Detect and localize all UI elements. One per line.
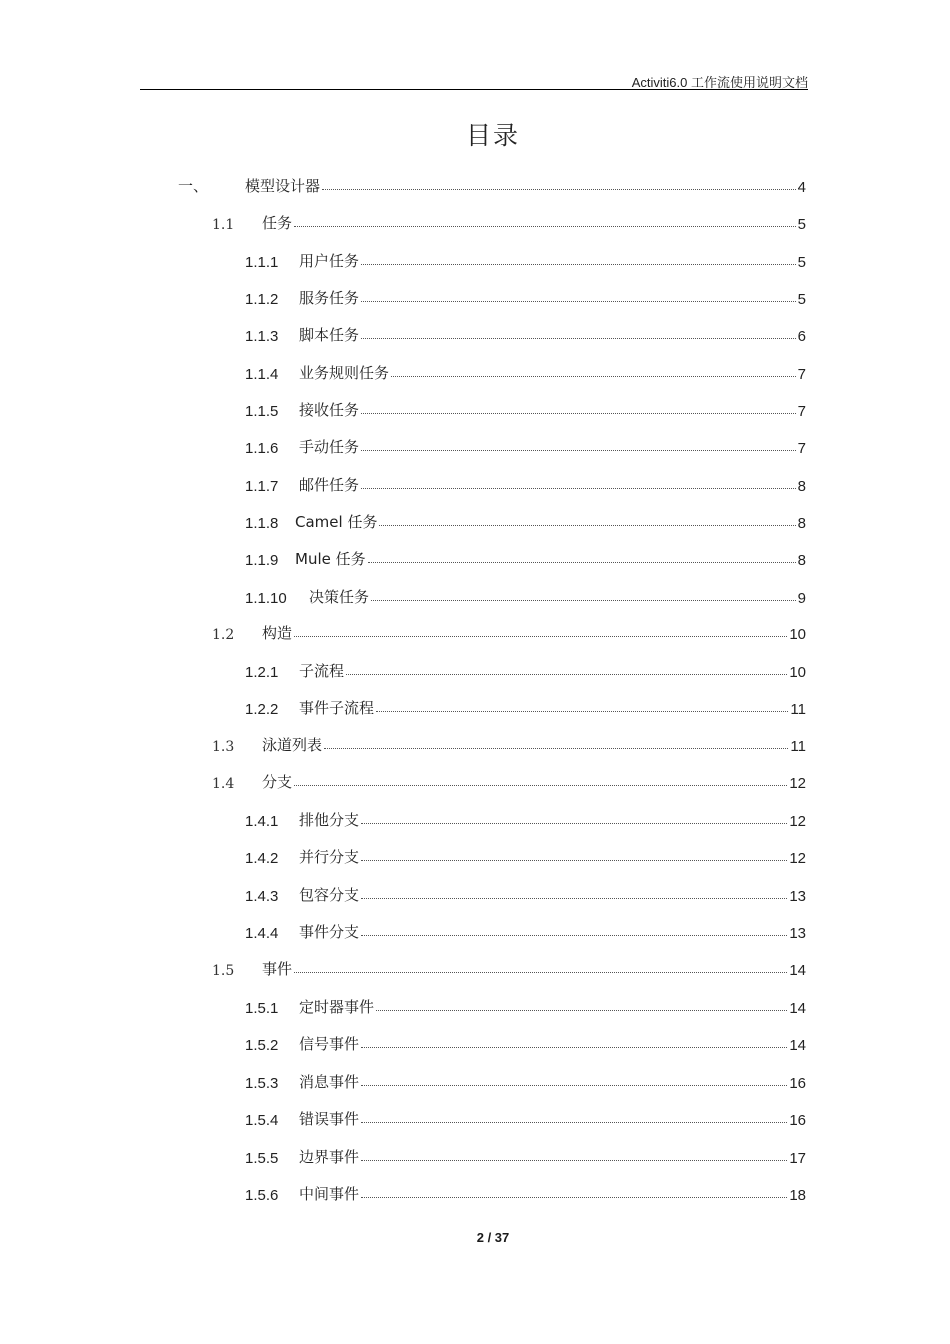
- toc-entry-label: 排他分支: [299, 811, 360, 829]
- toc-entry-number: 1.3: [212, 739, 235, 755]
- toc-entry-number: 1.1.8: [245, 515, 279, 532]
- toc-entry[interactable]: [245, 843, 806, 867]
- toc-entry[interactable]: [245, 694, 806, 718]
- document-title: Activiti6.0 工作流使用说明文档: [631, 75, 808, 90]
- toc-entry-page: 11: [790, 701, 806, 718]
- dot-leader: [361, 1047, 787, 1048]
- dot-leader: [361, 488, 796, 489]
- dot-leader: [361, 823, 787, 824]
- toc-entry[interactable]: [212, 209, 806, 233]
- dot-leader: [361, 450, 796, 451]
- toc-entry[interactable]: [212, 619, 806, 643]
- toc-entry-page: 7: [797, 403, 806, 420]
- toc-entry-page: 13: [789, 888, 806, 905]
- dot-leader: [322, 189, 796, 190]
- toc-entry[interactable]: [245, 321, 806, 345]
- dot-leader: [294, 972, 787, 973]
- toc-entry-page: 11: [790, 738, 806, 755]
- toc-entry[interactable]: [245, 1180, 806, 1204]
- toc-entry-number: 1.5.5: [245, 1150, 279, 1167]
- toc-entry-label: 手动任务: [299, 438, 360, 456]
- toc-entry-page: 10: [789, 664, 806, 681]
- toc-entry-label: 定时器事件: [299, 998, 375, 1016]
- toc-entry-label: 消息事件: [299, 1073, 360, 1091]
- toc-entry-number: 1.2.1: [245, 664, 279, 681]
- toc-entry[interactable]: [245, 993, 806, 1017]
- toc-entry-number: 1.1.7: [245, 478, 279, 495]
- toc-entry-page: 17: [789, 1150, 806, 1167]
- toc-entry-number: 1.5.3: [245, 1075, 279, 1092]
- toc-entry-number: 1.2: [212, 627, 235, 643]
- toc-entry[interactable]: [245, 359, 806, 383]
- toc-entry-number: 1.1.2: [245, 291, 279, 308]
- toc-entry-label: 包容分支: [299, 886, 360, 904]
- toc-entry-number: 1.1.3: [245, 328, 279, 345]
- toc-entry-page: 16: [789, 1112, 806, 1129]
- toc-entry-label: 构造: [262, 624, 293, 642]
- toc-entry[interactable]: [245, 433, 806, 457]
- dot-leader: [371, 600, 796, 601]
- toc-entry[interactable]: [212, 768, 806, 792]
- dot-leader: [361, 935, 787, 936]
- dot-leader: [361, 264, 796, 265]
- toc-entry-label: 事件子流程: [299, 699, 375, 717]
- toc-entry-page: 9: [797, 590, 806, 607]
- toc-entry-page: 13: [789, 925, 806, 942]
- dot-leader: [294, 226, 796, 227]
- toc-entry-label: 事件: [262, 960, 293, 978]
- toc-entry[interactable]: [245, 396, 806, 420]
- toc-entry[interactable]: [212, 731, 806, 755]
- toc-entry-number: 1.4.4: [245, 925, 279, 942]
- toc-entry-label: Mule 任务: [295, 550, 366, 568]
- toc-entry[interactable]: [245, 1105, 806, 1129]
- toc-entry-number: 1.1.5: [245, 403, 279, 420]
- toc-entry[interactable]: [245, 1068, 806, 1092]
- toc-entry-label: 服务任务: [299, 289, 360, 307]
- toc-entry[interactable]: [245, 247, 806, 271]
- toc-entry-label: 任务: [262, 214, 293, 232]
- toc-entry-page: 6: [797, 328, 806, 345]
- toc-entry-page: 16: [789, 1075, 806, 1092]
- dot-leader: [361, 860, 787, 861]
- toc-entry[interactable]: [245, 583, 806, 607]
- toc-entry-label: 决策任务: [309, 588, 370, 606]
- toc-entry-number: 1.4.1: [245, 813, 279, 830]
- toc-entry-number: 1.4: [212, 776, 235, 792]
- toc-entry[interactable]: [245, 545, 806, 569]
- toc-entry-page: 12: [789, 850, 806, 867]
- toc-entry-page: 12: [789, 775, 806, 792]
- dot-leader: [376, 711, 788, 712]
- toc-entry-page: 4: [797, 179, 806, 196]
- toc-entry-number: 1.5.1: [245, 1000, 279, 1017]
- dot-leader: [361, 1122, 787, 1123]
- dot-leader: [379, 525, 795, 526]
- toc-entry-label: 业务规则任务: [299, 364, 390, 382]
- dot-leader: [391, 376, 796, 377]
- dot-leader: [361, 1085, 787, 1086]
- toc-entry-label: 用户任务: [299, 252, 360, 270]
- page-header: [140, 68, 808, 90]
- dot-leader: [361, 1160, 787, 1161]
- toc-entry-number: 1.1.10: [245, 590, 287, 607]
- toc-entry-page: 5: [797, 291, 806, 308]
- toc-entry-label: 信号事件: [299, 1035, 360, 1053]
- page-number: 2 / 37: [476, 1230, 510, 1245]
- toc-entry-page: 7: [797, 366, 806, 383]
- toc-entry-page: 5: [797, 254, 806, 271]
- toc-entry-page: 10: [789, 626, 806, 643]
- toc-entry[interactable]: [245, 881, 806, 905]
- toc-entry[interactable]: [178, 172, 806, 196]
- dot-leader: [324, 748, 788, 749]
- toc-entry-number: 1.5: [212, 963, 235, 979]
- toc-entry-page: 14: [789, 1000, 806, 1017]
- toc-entry[interactable]: [245, 806, 806, 830]
- dot-leader: [361, 1197, 787, 1198]
- dot-leader: [294, 636, 787, 637]
- toc-entry-number: 1.4.3: [245, 888, 279, 905]
- toc-entry-label: 模型设计器: [245, 177, 321, 195]
- toc-entry-page: 12: [789, 813, 806, 830]
- toc-entry-label: 接收任务: [299, 401, 360, 419]
- toc-entry-number: 1.4.2: [245, 850, 279, 867]
- toc-entry[interactable]: [212, 955, 806, 979]
- toc-entry-label: Camel 任务: [295, 513, 378, 531]
- toc-entry-page: 7: [797, 440, 806, 457]
- toc-entry-number: 1.5.2: [245, 1037, 279, 1054]
- toc-entry-page: 8: [797, 515, 806, 532]
- dot-leader: [361, 898, 787, 899]
- dot-leader: [361, 338, 796, 339]
- toc-title: 目录: [465, 121, 520, 150]
- dot-leader: [368, 562, 796, 563]
- toc-entry-number: 1.1.4: [245, 366, 279, 383]
- toc-entry-number: 1.1.9: [245, 552, 279, 569]
- toc-entry-label: 边界事件: [299, 1148, 360, 1166]
- toc-entry[interactable]: [245, 284, 806, 308]
- toc-entry-number: 1.1.1: [245, 254, 279, 271]
- toc-entry-page: 14: [789, 1037, 806, 1054]
- toc-entry[interactable]: [245, 1143, 806, 1167]
- toc-entry-label: 泳道列表: [262, 736, 323, 754]
- toc-entry-label: 脚本任务: [299, 326, 360, 344]
- toc-entry[interactable]: [245, 657, 806, 681]
- toc-entry-page: 18: [789, 1187, 806, 1204]
- toc-entry-number: 1.1.6: [245, 440, 279, 457]
- toc-entry-number: 1.1: [212, 217, 235, 233]
- toc-entry[interactable]: [245, 508, 806, 532]
- toc-entry-label: 事件分支: [299, 923, 360, 941]
- toc-entry-page: 8: [797, 552, 806, 569]
- toc-entry-number: 1.5.6: [245, 1187, 279, 1204]
- toc-entry-page: 8: [797, 478, 806, 495]
- dot-leader: [361, 301, 796, 302]
- toc-entry-label: 并行分支: [299, 848, 360, 866]
- toc-entry-number: 一、: [178, 177, 209, 195]
- dot-leader: [346, 674, 787, 675]
- toc-entry-label: 子流程: [299, 662, 345, 680]
- dot-leader: [294, 785, 787, 786]
- dot-leader: [361, 413, 796, 414]
- toc-entry-label: 错误事件: [299, 1110, 360, 1128]
- toc-entry[interactable]: [245, 918, 806, 942]
- dot-leader: [376, 1010, 787, 1011]
- toc-entry-page: 5: [797, 216, 806, 233]
- toc-entry-number: 1.5.4: [245, 1112, 279, 1129]
- toc-entry-label: 中间事件: [299, 1185, 360, 1203]
- toc-entry-page: 14: [789, 962, 806, 979]
- toc-entry[interactable]: [245, 471, 806, 495]
- toc-entry-label: 邮件任务: [299, 476, 360, 494]
- toc-entry-number: 1.2.2: [245, 701, 279, 718]
- toc-entry-label: 分支: [262, 773, 293, 791]
- toc-entry[interactable]: [245, 1030, 806, 1054]
